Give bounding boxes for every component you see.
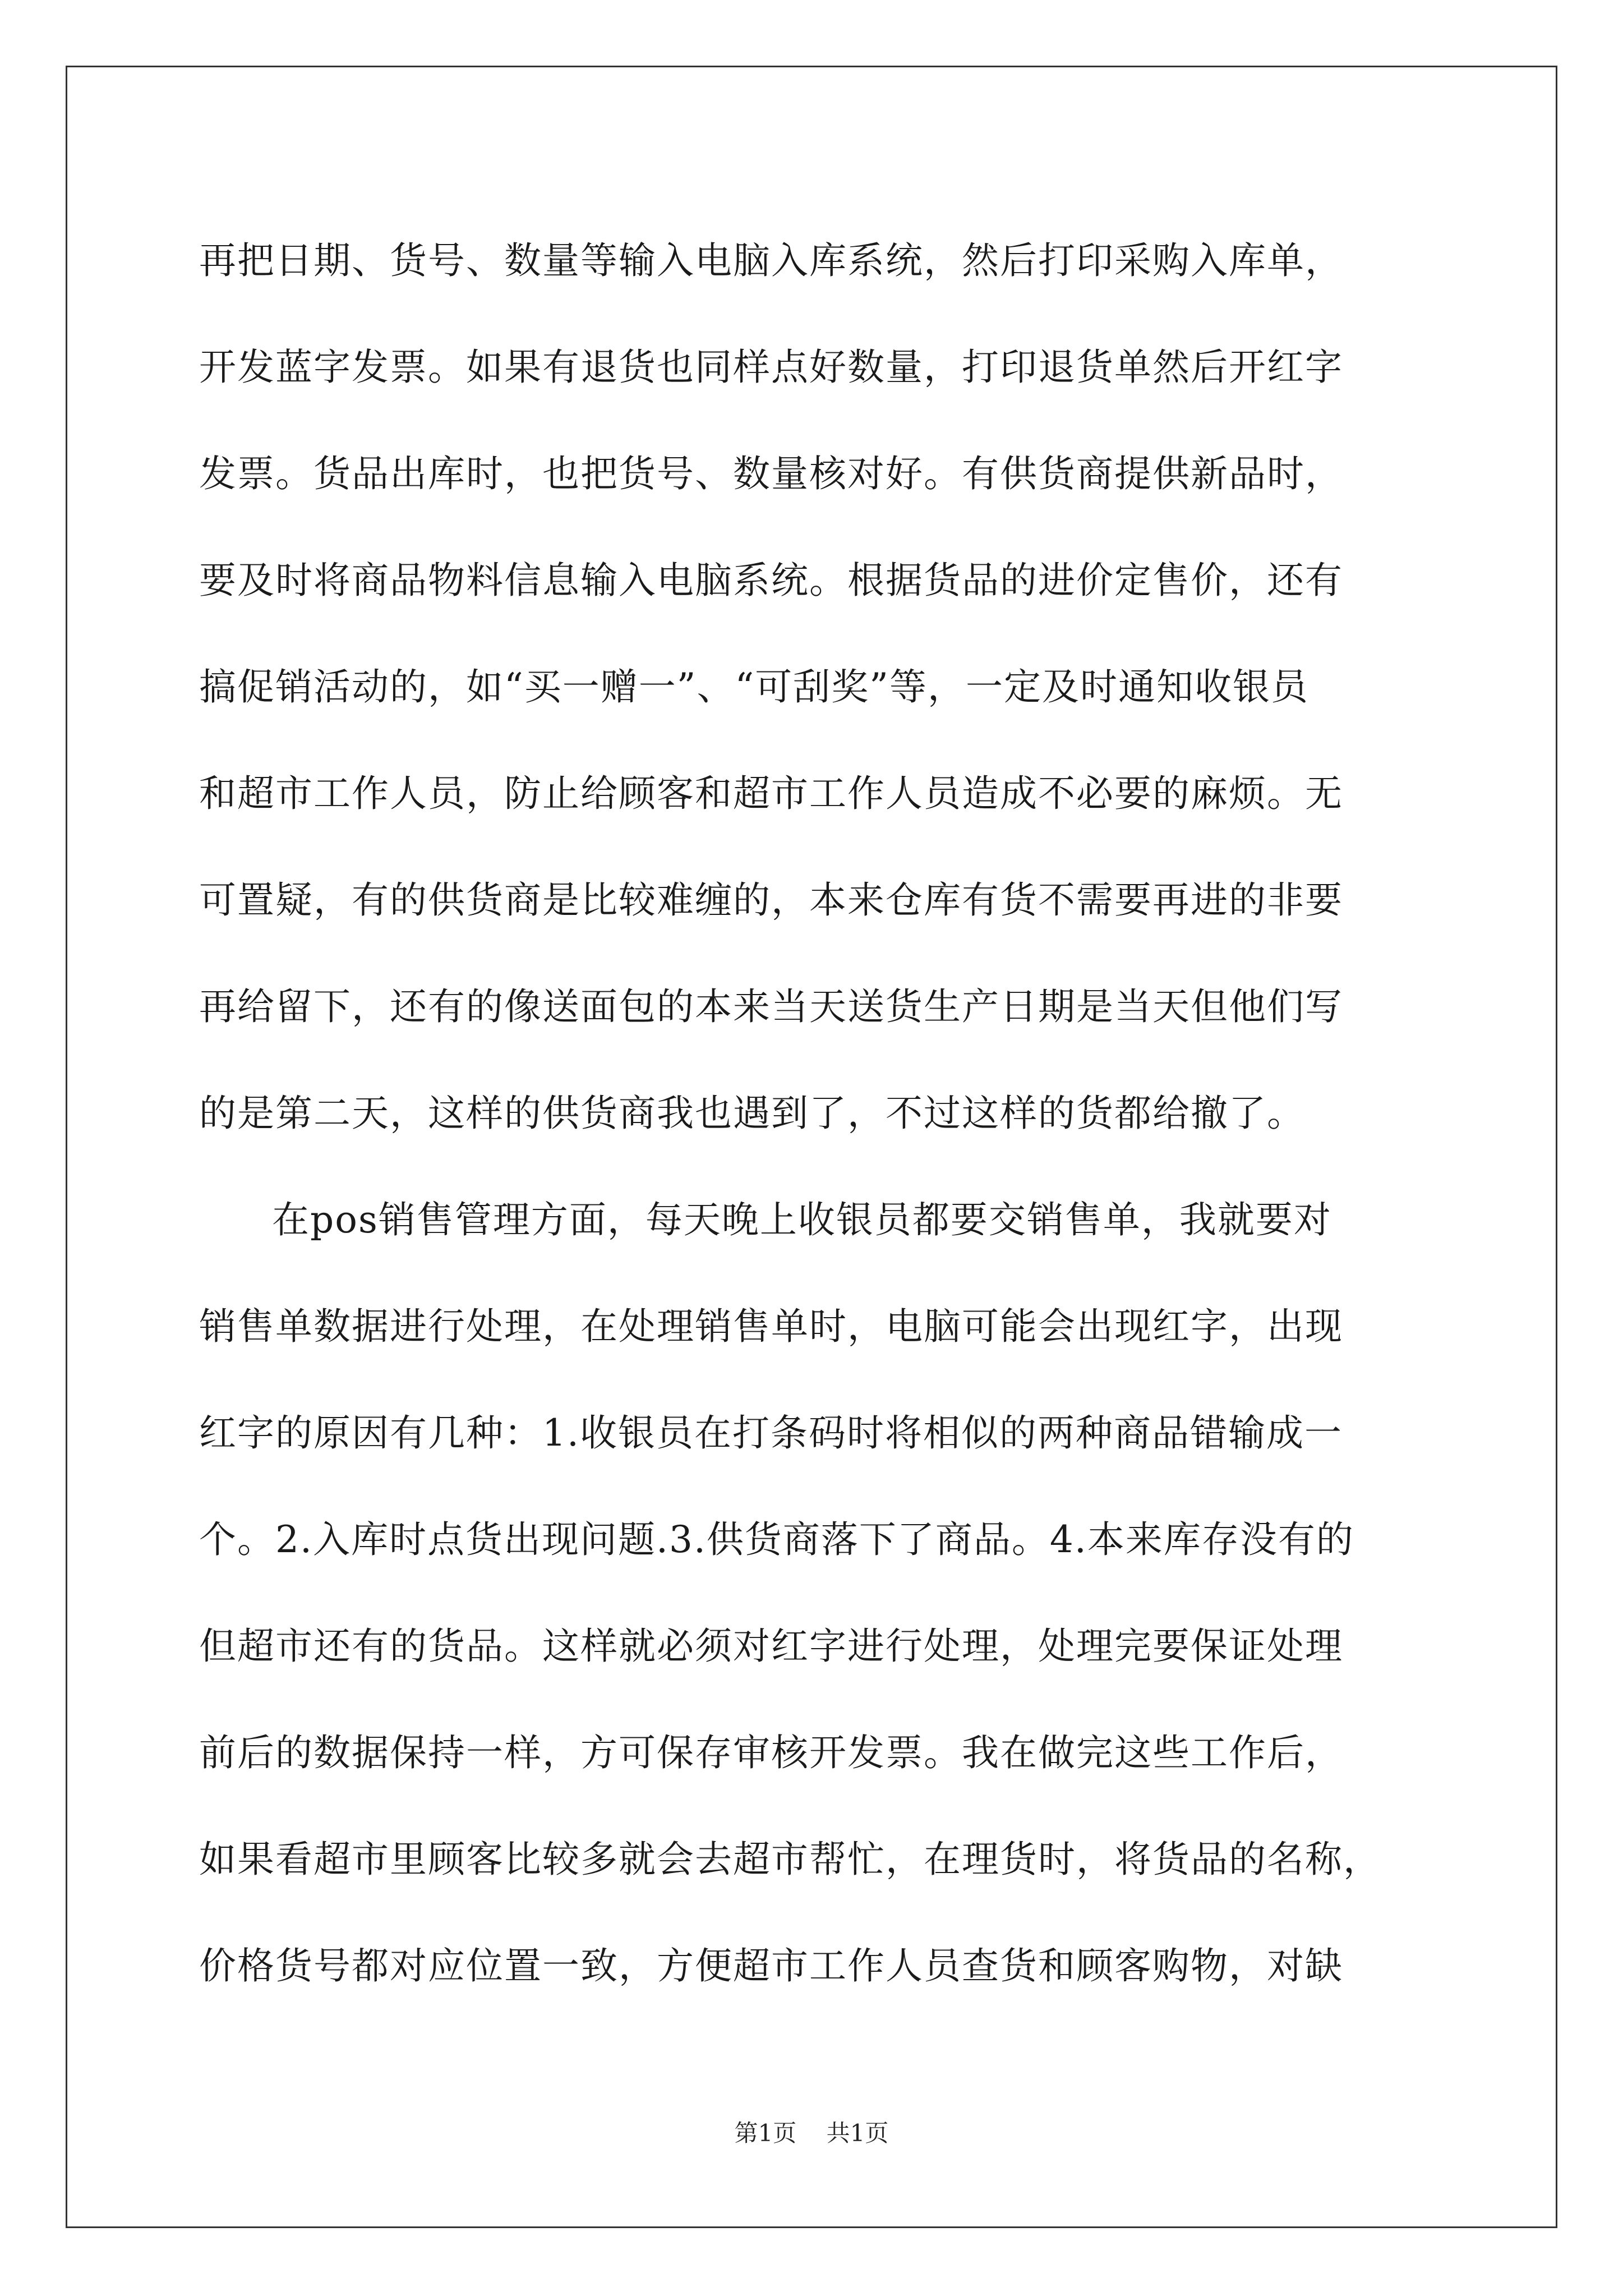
text-line: 红字的原因有几种：1.收银员在打条码时将相似的两种商品错输成一 [199, 1411, 1343, 1455]
text-line: 发票。货品出库时，也把货号、数量核对好。有供货商提供新品时， [199, 452, 1343, 495]
text-line: 再给留下，还有的像送面包的本来当天送货生产日期是当天但他们写 [199, 985, 1343, 1028]
text-line: 销售单数据进行处理，在处理销售单时，电脑可能会出现红字，出现 [199, 1305, 1343, 1348]
page-footer [0, 2115, 1623, 2148]
text-line: 可置疑，有的供货商是比较难缠的，本来仓库有货不需要再进的非要 [199, 878, 1343, 922]
text-line: 和超市工作人员，防止给顾客和超市工作人员造成不必要的麻烦。无 [199, 772, 1343, 815]
page-number: 第1页 [734, 2119, 797, 2147]
text-line: 价格货号都对应位置一致，方便超市工作人员查货和顾客购物，对缺 [199, 1944, 1343, 1987]
text-line: 但超市还有的货品。这样就必须对红字进行处理，处理完要保证处理 [199, 1625, 1343, 1668]
text-line: 开发蓝字发票。如果有退货也同样点好数量，打印退货单然后开红字 [199, 346, 1343, 389]
document-body [199, 208, 1438, 2019]
text-line: 的是第二天，这样的供货商我也遇到了，不过这样的货都给撤了。 [199, 1092, 1305, 1135]
paragraph-start-line: 在pos销售管理方面，每天晚上收银员都要交销售单，我就要对 [272, 1198, 1332, 1241]
text-line: 如果看超市里顾客比较多就会去超市帮忙，在理货时，将货品的名称， [199, 1838, 1381, 1881]
text-line: 前后的数据保持一样，方可保存审核开发票。我在做完这些工作后， [199, 1731, 1343, 1774]
page-total: 共1页 [826, 2119, 889, 2147]
text-line: 再把日期、货号、数量等输入电脑入库系统，然后打印采购入库单， [199, 239, 1343, 282]
text-line: 要及时将商品物料信息输入电脑系统。根据货品的进价定售价，还有 [199, 559, 1343, 602]
text-line: 个。2.入库时点货出现问题.3.供货商落下了商品。4.本来库存没有的 [199, 1518, 1354, 1561]
text-line: 搞促销活动的，如“买一赠一”、“可刮奖”等，一定及时通知收银员 [199, 665, 1309, 708]
